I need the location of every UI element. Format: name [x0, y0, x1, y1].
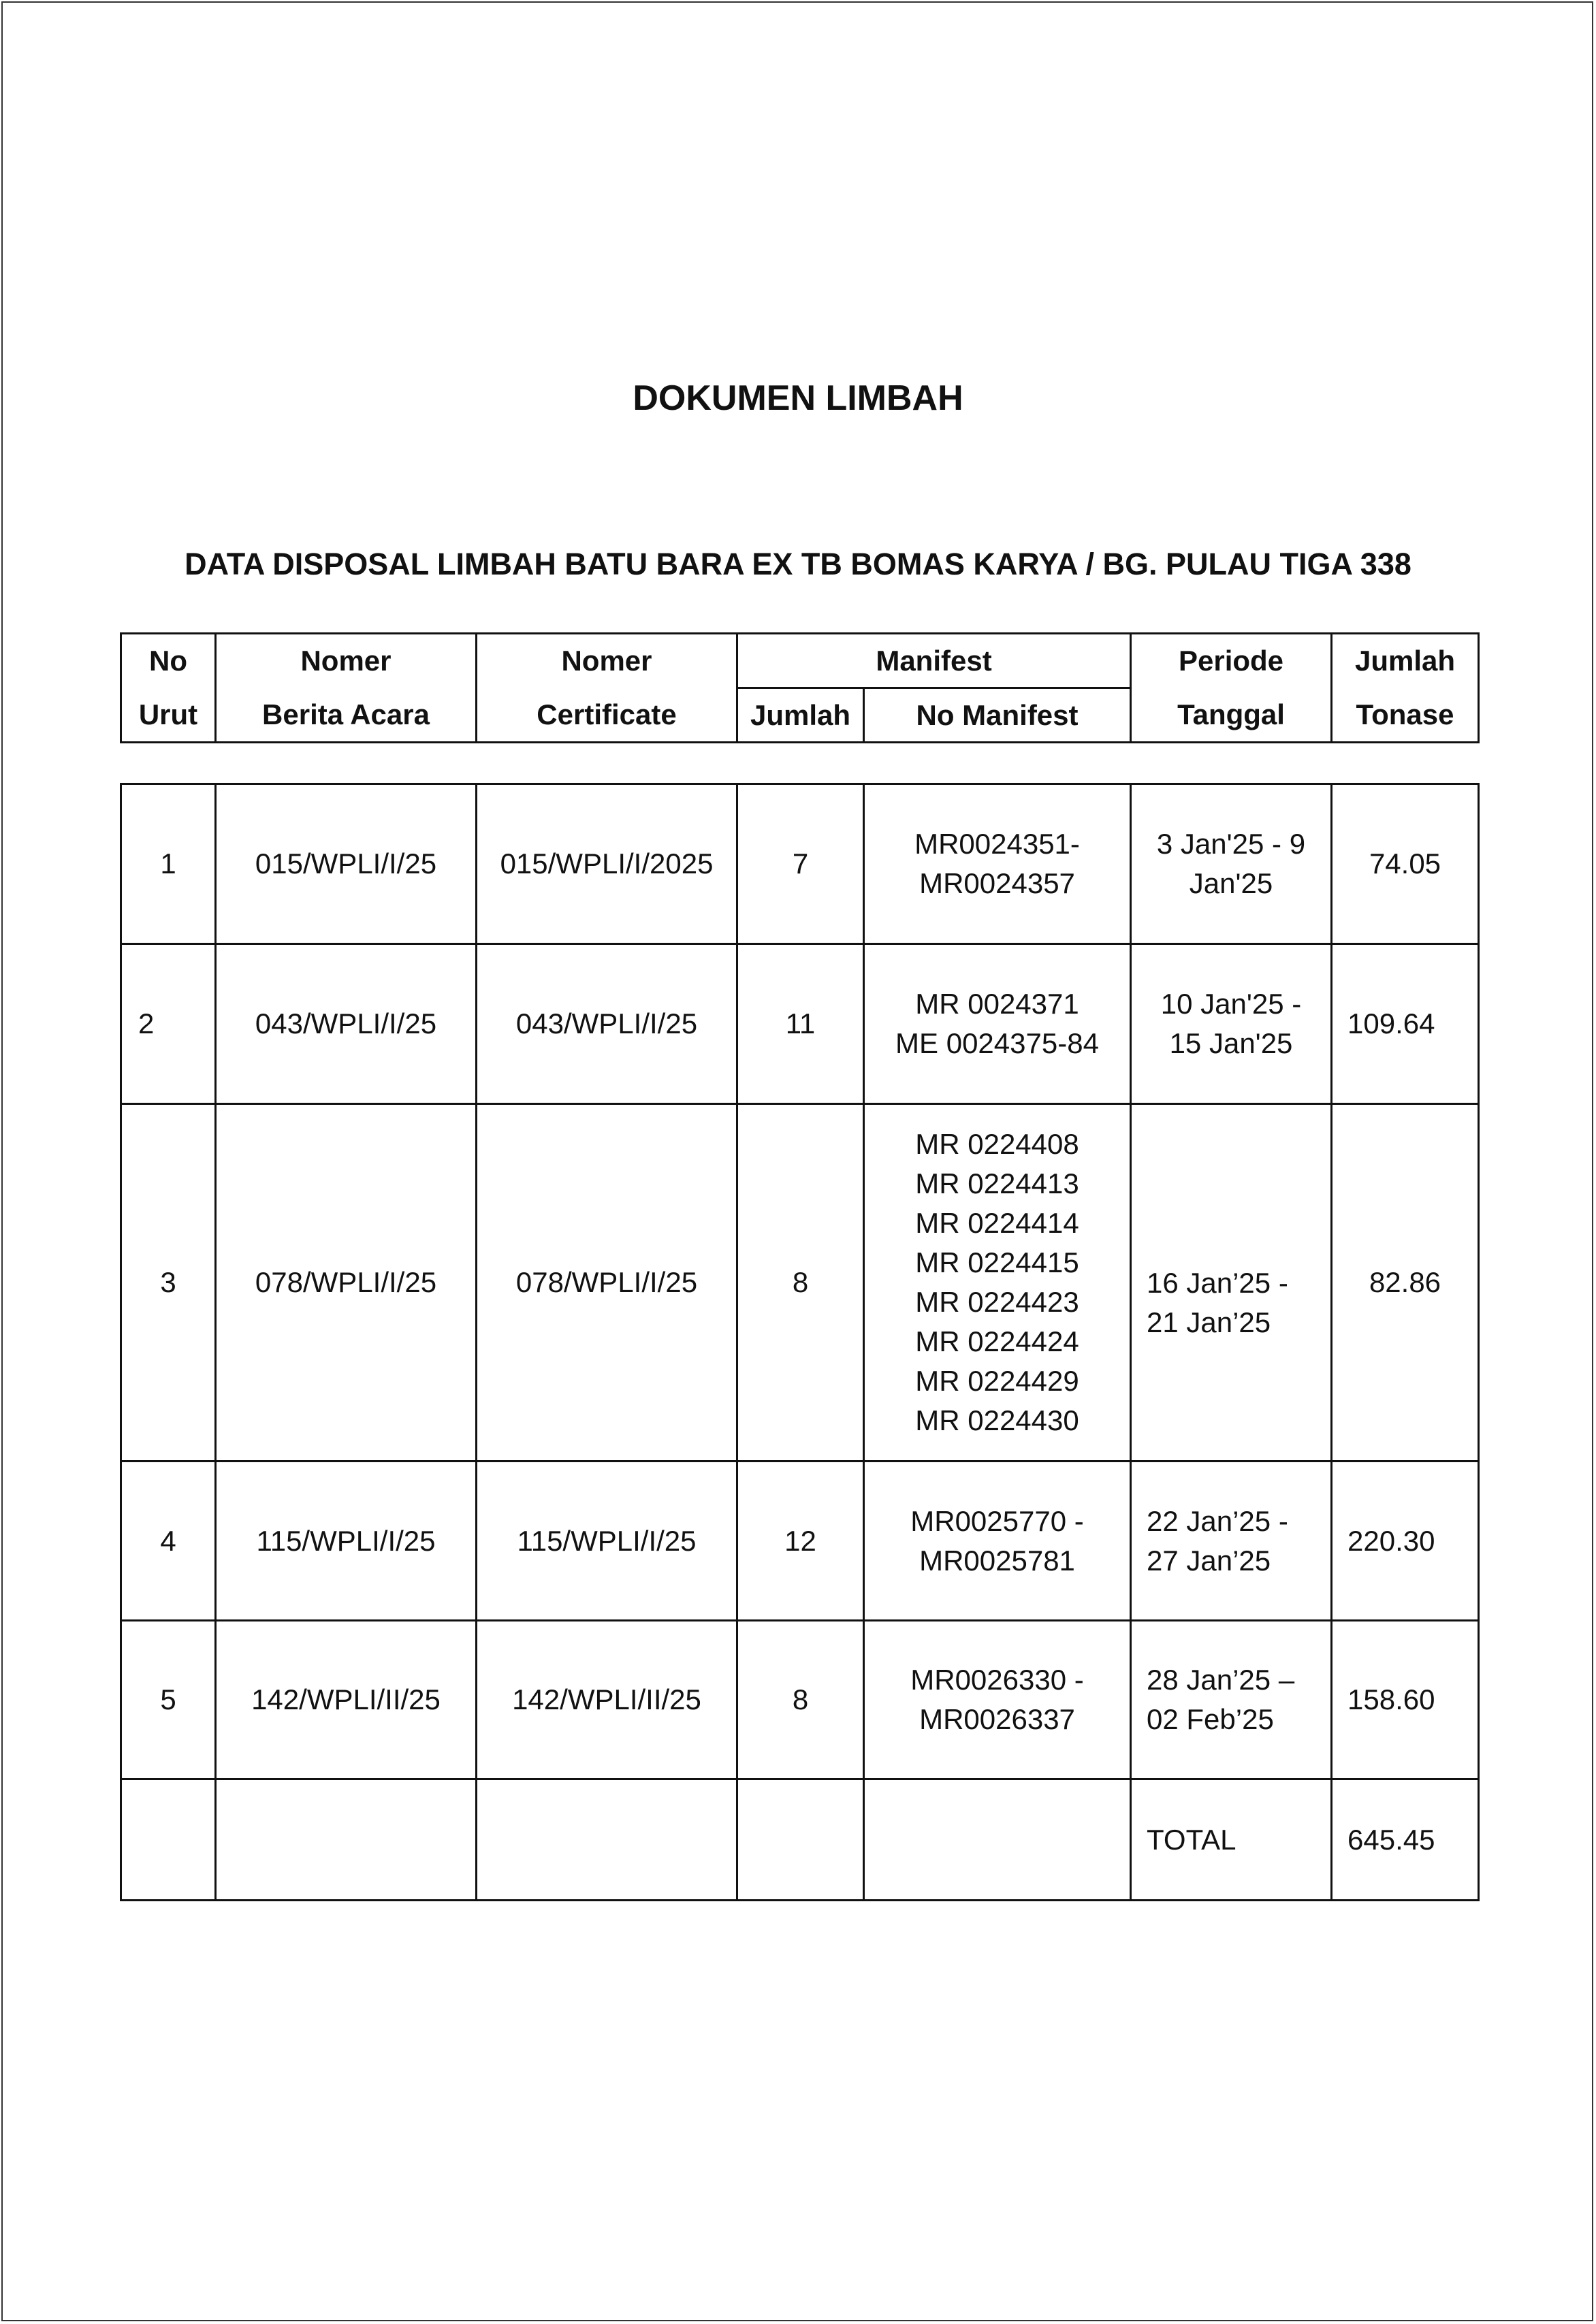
row-no: 1: [121, 784, 216, 944]
row-manifest: [864, 1621, 1131, 1779]
tanggal-line: 15 Jan'25: [1169, 1027, 1293, 1059]
row-berita-acara: 015/WPLI/I/25: [216, 784, 477, 944]
header-berita-acara-2: Berita Acara: [216, 688, 477, 743]
row-jumlah: 12: [737, 1462, 864, 1621]
empty-cell: [737, 1779, 864, 1901]
table-row: [121, 1104, 1479, 1462]
tanggal-line: 27 Jan’25: [1147, 1544, 1271, 1577]
row-jumlah: 11: [737, 944, 864, 1104]
empty-cell: [864, 1779, 1131, 1901]
total-value: 645.45: [1332, 1779, 1479, 1901]
row-certificate: 015/WPLI/I/2025: [477, 784, 737, 944]
row-no: 3: [121, 1104, 216, 1462]
header-tanggal: Tanggal: [1131, 688, 1332, 743]
row-berita-acara: 078/WPLI/I/25: [216, 1104, 477, 1462]
row-certificate: 142/WPLI/II/25: [477, 1621, 737, 1779]
row-manifest: [864, 1104, 1131, 1462]
empty-cell: [216, 1779, 477, 1901]
manifest-line: MR 0224429: [915, 1365, 1079, 1397]
table-row: [121, 1462, 1479, 1621]
row-tonase: 82.86: [1332, 1104, 1479, 1462]
header-jumlah-tonase: Jumlah: [1332, 634, 1479, 688]
row-manifest: [864, 1462, 1131, 1621]
manifest-line: ME 0024375-84: [895, 1027, 1099, 1059]
row-tonase: 74.05: [1332, 784, 1479, 944]
header-no-manifest: No Manifest: [864, 688, 1131, 743]
header-certificate: Nomer: [477, 634, 737, 688]
row-certificate: 115/WPLI/I/25: [477, 1462, 737, 1621]
tanggal-line: 16 Jan’25 -: [1147, 1267, 1288, 1299]
total-label: TOTAL: [1131, 1779, 1332, 1901]
manifest-line: MR 0224423: [915, 1286, 1079, 1318]
row-no: 4: [121, 1462, 216, 1621]
header-tonase: Tonase: [1332, 688, 1479, 743]
table-row: [121, 1621, 1479, 1779]
table-row: [121, 784, 1479, 944]
header-urut: Urut: [121, 688, 216, 743]
tanggal-line: Jan'25: [1189, 867, 1273, 899]
header-certificate-2: Certificate: [477, 688, 737, 743]
table-row: [121, 944, 1479, 1104]
row-tanggal: [1131, 784, 1332, 944]
row-tonase: 220.30: [1332, 1462, 1479, 1621]
row-tonase: 109.64: [1332, 944, 1479, 1104]
row-berita-acara: 142/WPLI/II/25: [216, 1621, 477, 1779]
row-tonase: 158.60: [1332, 1621, 1479, 1779]
row-berita-acara: 043/WPLI/I/25: [216, 944, 477, 1104]
row-no: 5: [121, 1621, 216, 1779]
tanggal-line: 22 Jan’25 -: [1147, 1504, 1288, 1537]
row-berita-acara: 115/WPLI/I/25: [216, 1462, 477, 1621]
header-table: [120, 632, 1480, 743]
tanggal-line: 10 Jan'25 -: [1160, 988, 1302, 1020]
manifest-line: MR 0224408: [915, 1128, 1079, 1160]
row-jumlah: 8: [737, 1104, 864, 1462]
manifest-line: MR0025781: [919, 1544, 1075, 1577]
manifest-line: MR0024357: [919, 867, 1075, 899]
header-berita-acara: Nomer: [216, 634, 477, 688]
row-tanggal: [1131, 1621, 1332, 1779]
row-no: 2: [121, 944, 216, 1104]
tanggal-line: 21 Jan’25: [1147, 1306, 1271, 1338]
manifest-line: MR 0224414: [915, 1207, 1079, 1239]
header-manifest-jumlah: Jumlah: [737, 688, 864, 743]
row-tanggal: [1131, 1462, 1332, 1621]
manifest-line: MR0025770 -: [910, 1504, 1084, 1537]
header-manifest: Manifest: [737, 634, 1131, 688]
row-tanggal: [1131, 944, 1332, 1104]
manifest-line: MR0026330 -: [910, 1664, 1084, 1696]
tanggal-line: 02 Feb’25: [1147, 1703, 1274, 1735]
tanggal-line: 3 Jan'25 - 9: [1156, 828, 1306, 860]
tanggal-line: 28 Jan’25 –: [1147, 1664, 1295, 1696]
manifest-line: MR 0224430: [915, 1404, 1079, 1436]
row-manifest: [864, 944, 1131, 1104]
total-row: [121, 1779, 1479, 1901]
manifest-line: MR 0224413: [915, 1167, 1079, 1199]
document-title: DOKUMEN LIMBAH: [633, 378, 963, 418]
manifest-line: MR 0224424: [915, 1325, 1079, 1357]
empty-cell: [477, 1779, 737, 1901]
manifest-line: MR0024351-: [914, 828, 1080, 860]
row-jumlah: 8: [737, 1621, 864, 1779]
row-certificate: 078/WPLI/I/25: [477, 1104, 737, 1462]
manifest-line: MR 0224415: [915, 1246, 1079, 1278]
row-manifest: [864, 784, 1131, 944]
header-no: No: [121, 634, 216, 688]
data-table: [120, 783, 1480, 1901]
row-certificate: 043/WPLI/I/25: [477, 944, 737, 1104]
document-subtitle: DATA DISPOSAL LIMBAH BATU BARA EX TB BOMAS KARYA / BG. PULAU TIGA 338: [185, 547, 1411, 581]
row-tanggal: [1131, 1104, 1332, 1462]
row-jumlah: 7: [737, 784, 864, 944]
header-periode: Periode: [1131, 634, 1332, 688]
empty-cell: [121, 1779, 216, 1901]
manifest-line: MR 0024371: [915, 988, 1079, 1020]
manifest-line: MR0026337: [919, 1703, 1075, 1735]
